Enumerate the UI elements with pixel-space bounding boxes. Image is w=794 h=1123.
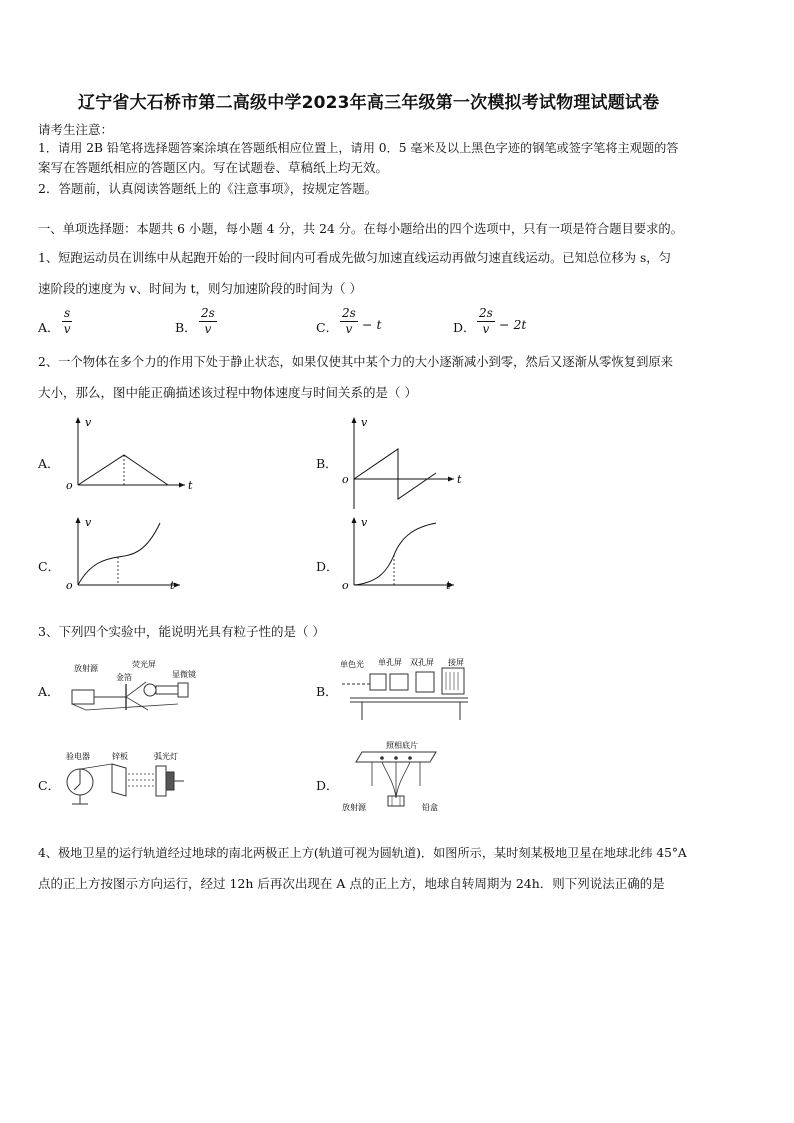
q3-figure-c-electroscope-label: 验电器 <box>66 752 90 761</box>
q2-graph-a-t-label: t <box>188 479 193 492</box>
notice-item-2: 2．答题前，认真阅读答题纸上的《注意事项》，按规定答题。 <box>38 181 378 196</box>
q2-graph-d <box>336 513 476 598</box>
q3-figure-a-microscope-label: 显微镜 <box>172 670 196 679</box>
q2-stem-line-2: 大小，那么，图中能正确描述该过程中物体速度与时间关系的是（ ） <box>38 385 417 400</box>
q1-stem-line-1: 1、短跑运动员在训练中从起跑开始的一段时间内可看成先做匀加速直线运动再做匀速直线运动。已知总位移为 s，匀 <box>38 251 671 265</box>
section-heading: 一、单项选择题：本题共 6 小题，每小题 4 分，共 24 分。在每小题给出的四个选项中，只有一项是符合题目要求的。 <box>38 222 683 236</box>
q3-figure-d-film-label: 照相底片 <box>386 741 418 750</box>
q1-option-b-numerator: 2s <box>201 306 215 320</box>
q3-figure-c <box>62 750 202 808</box>
q2-graph-a-origin: o <box>66 479 73 492</box>
q3-figure-d-lead-label: 铅盒 <box>422 803 438 812</box>
q3-figure-c-zinc-label: 锌板 <box>112 752 128 761</box>
q1-option-a-fraction <box>62 306 72 337</box>
q3-figure-b <box>340 656 480 724</box>
q1-option-b-fraction <box>199 306 217 337</box>
q2-graph-d-v-label: v <box>361 516 368 529</box>
q1-option-c-label: C． <box>316 320 339 335</box>
q3-option-c-label: C． <box>38 778 61 793</box>
q1-option-d-denominator: v <box>482 322 490 336</box>
q1-option-d-numerator: 2s <box>479 306 493 320</box>
q2-option-b-label: B． <box>316 456 338 471</box>
q1-option-b-denominator: v <box>204 322 212 336</box>
q3-figure-d-source-label: 放射源 <box>342 803 366 812</box>
q1-stem-line-2: 速阶段的速度为 v、时间为 t，则匀加速阶段的时间为（ ） <box>38 281 363 296</box>
q3-option-b-label: B． <box>316 684 338 699</box>
q4-stem-line-2: 点的正上方按图示方向运行，经过 12h 后再次出现在 A 点的正上方，地球自转周期为 24h．则下列说法正确的是 <box>38 876 665 891</box>
q2-graph-a <box>60 413 200 498</box>
q3-figure-b-double-hole-label: 双孔屏 <box>410 658 434 667</box>
q2-option-d-label: D． <box>316 559 339 574</box>
q3-figure-c-lamp-label: 弧光灯 <box>154 752 178 761</box>
q1-option-c-numerator: 2s <box>342 306 356 320</box>
q1-option-a-numerator: s <box>64 306 71 320</box>
q2-graph-c-v-label: v <box>85 516 92 529</box>
q1-option-d-fraction <box>477 306 495 337</box>
q2-graph-b-t-label: t <box>457 473 462 486</box>
q2-graph-c-origin: o <box>66 579 73 592</box>
q2-graph-c <box>60 513 200 598</box>
q3-figure-a-screen-label: 荧光屏 <box>132 660 156 669</box>
notice-item-1-line-1: 1．请用 2B 铅笔将选择题答案涂填在答题纸相应位置上，请用 0．5 毫米及以上黑色字迹的钢笔或签字笔将主观题的答 <box>38 141 679 155</box>
q3-figure-b-light-label: 单色光 <box>340 660 364 669</box>
q3-figure-b-screen-label: 接屏 <box>448 658 464 667</box>
q2-graph-b-v-label: v <box>361 416 368 429</box>
q1-option-a-denominator: v <box>63 322 71 336</box>
q3-stem: 3、下列四个实验中，能说明光具有粒子性的是（ ） <box>38 624 325 639</box>
q1-option-c-suffix: − t <box>362 317 382 332</box>
q2-option-c-label: C． <box>38 559 61 574</box>
q3-figure-d <box>342 738 472 818</box>
q3-option-a-label: A． <box>38 684 60 699</box>
q1-option-c-fraction <box>340 306 358 337</box>
q2-stem-line-1: 2、一个物体在多个力的作用下处于静止状态，如果仅使其中某个力的大小逐渐减小到零，然后又逐渐从零恢复到原来 <box>38 355 673 369</box>
q2-graph-a-v-label: v <box>85 416 92 429</box>
q2-graph-d-t-label: t <box>446 579 451 592</box>
q1-option-a-label: A． <box>38 320 60 335</box>
q1-option-d-suffix: − 2t <box>499 317 527 332</box>
q1-option-c-denominator: v <box>345 322 353 336</box>
q2-graph-d-origin: o <box>342 579 349 592</box>
q1-option-b-label: B． <box>175 320 197 335</box>
q4-stem-line-1: 4、极地卫星的运行轨道经过地球的南北两极正上方(轨道可视为圆轨道)．如图所示，某时刻某极地卫星在地球北纬 45°A <box>38 846 687 860</box>
q1-option-d-label: D． <box>453 320 476 335</box>
notice-heading: 请考生注意： <box>38 122 114 137</box>
q3-figure-b-single-hole-label: 单孔屏 <box>378 658 402 667</box>
q3-figure-a <box>66 660 216 716</box>
q2-graph-b-origin: o <box>342 473 349 486</box>
notice-item-1-line-2: 案写在答题纸相应的答题区内。写在试题卷、草稿纸上均无效。 <box>38 160 389 175</box>
q3-figure-a-source-label: 放射源 <box>74 664 98 673</box>
q2-graph-c-t-label: t <box>170 579 175 592</box>
page-title: 辽宁省大石桥市第二高级中学2023年高三年级第一次模拟考试物理试题试卷 <box>78 93 660 113</box>
q2-graph-b <box>336 413 476 513</box>
q3-option-d-label: D． <box>316 778 339 793</box>
q3-figure-a-foil-label: 金箔 <box>116 673 132 682</box>
q2-option-a-label: A． <box>38 456 60 471</box>
